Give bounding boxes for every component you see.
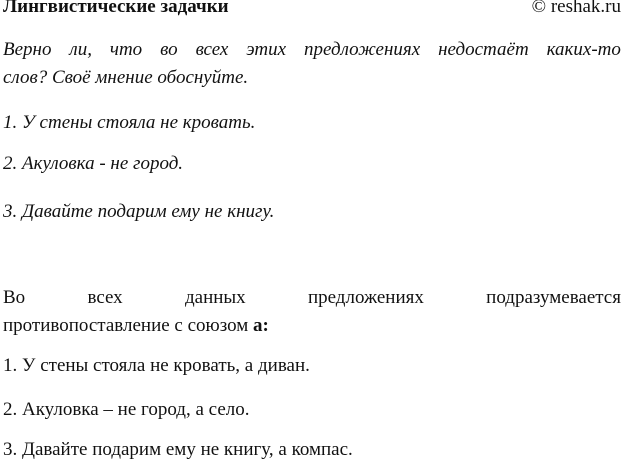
word: недостаёт: [438, 39, 529, 60]
word: ли,: [69, 39, 92, 60]
word: что: [109, 39, 143, 60]
word: предложениях: [304, 39, 421, 60]
word: всех: [87, 287, 123, 308]
answer-intro-line-1: [3, 284, 621, 312]
word: предложениях: [307, 287, 424, 308]
answer-sentence-2: 2. Акуловка – не город, а село.: [3, 399, 250, 420]
task-sentence-2: 2. Акуловка - не город.: [3, 153, 184, 174]
answer-intro-text: противопоставление с союзом: [3, 315, 254, 336]
task-sentence-3: 3. Давайте подарим ему не книгу.: [3, 201, 275, 222]
word: этих: [246, 39, 287, 60]
conjunction: а:: [253, 315, 269, 336]
site-watermark: © reshak.ru: [531, 0, 621, 17]
word: Верно: [3, 39, 52, 60]
answer-intro-line-2: [3, 312, 621, 340]
answer-sentence-1: 1. У стены стояла не кровать, а диван.: [3, 355, 310, 376]
word: Во: [3, 287, 26, 308]
task-question-line-1: [3, 36, 621, 64]
word: подразумевается: [486, 287, 621, 308]
word: каких-то: [546, 39, 621, 60]
task-sentence-1: 1. У стены стояла не кровать.: [3, 112, 256, 133]
word: всех: [195, 39, 229, 60]
task-question: [3, 36, 621, 92]
word: данных: [184, 287, 246, 308]
task-question-line-2: слов? Своё мнение обоснуйте.: [3, 67, 249, 88]
word: во: [160, 39, 178, 60]
answer-sentence-3: 3. Давайте подарим ему не книгу, а компас.: [3, 439, 353, 460]
section-title: Лингвистические задачки: [3, 0, 229, 17]
page-header: [3, 0, 621, 26]
answer-intro: [3, 284, 621, 340]
